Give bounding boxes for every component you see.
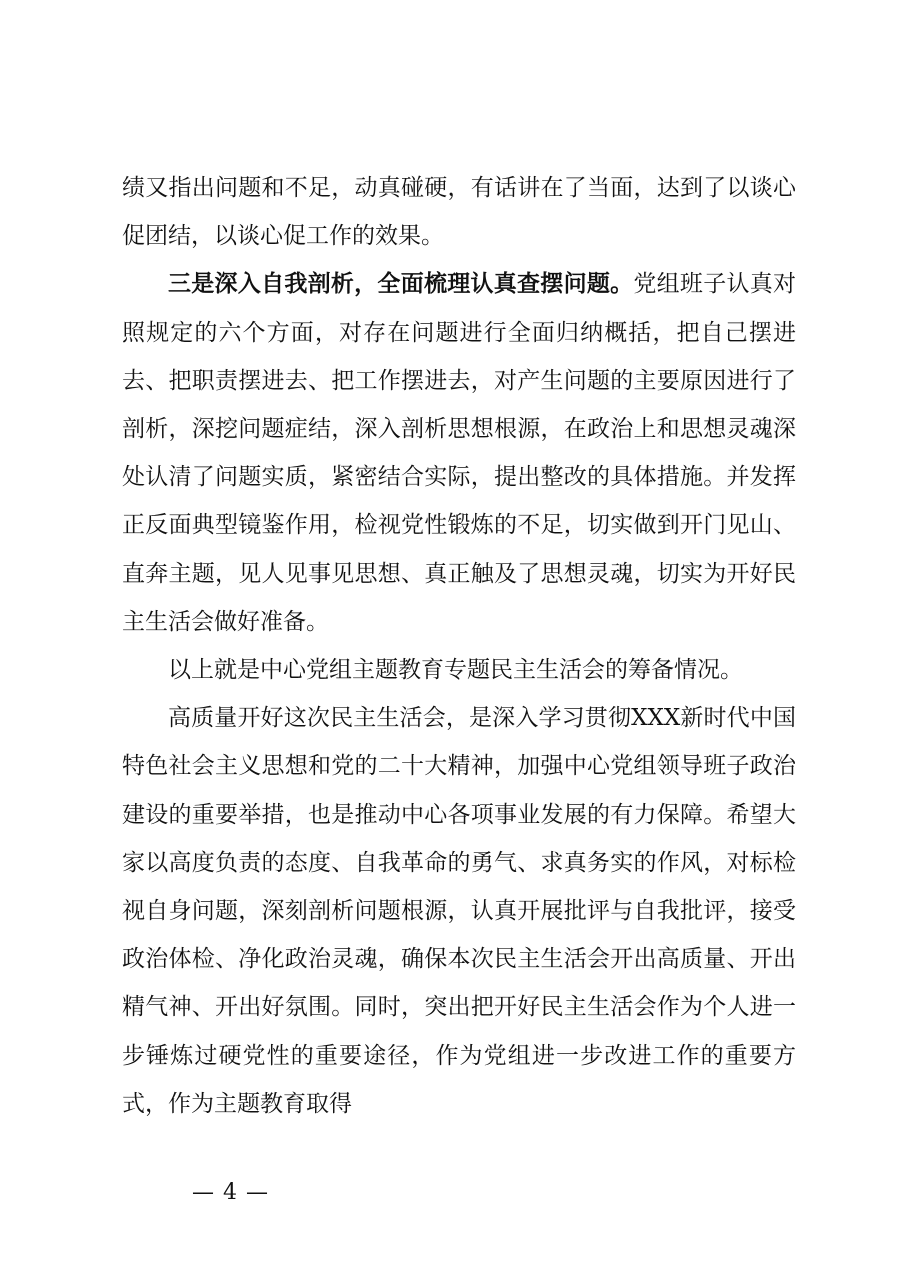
page-number: — 4 — <box>192 1180 269 1205</box>
paragraph-1: 绩又指出问题和不足，动真碰硬，有话讲在了当面，达到了以谈心促团结，以谈心促工作的效果。 <box>122 175 796 250</box>
paragraph-2 <box>122 260 796 646</box>
paragraph-2-body: 党组班子认真对照规定的六个方面，对存在问题进行全面归纳概括，把自己摆进去、把职责摆进去、把工作摆进去，对产生问题的主要原因进行了剖析，深挖问题症结，深入剖析思想根源，在政治上和思想灵魂深处认清了问题实质，紧密结合实际，提出整改的具体措施。并发挥正反面典型镜鉴作用，检视党性锻炼的不足，切实做到开门见山、直奔主题，见人见事见思想、真正触及了思想灵魂，切实为开好民主生活会做好准备。 <box>122 271 797 635</box>
paragraph-4: 高质量开好这次民主生活会，是深入学习贯彻XXX新时代中国特色社会主义思想和党的二十大精神，加强中心党组领导班子政治建设的重要举措，也是推动中心各项事业发展的有力保障。希望大家以高度负责的态度、自我革命的勇气、求真务实的作风，对标检视自身问题，深刻剖析问题根源，认真开展批评与自我批评，接受政治体检、净化政治灵魂，确保本次民主生活会开出高质量、开出精气神、开出好氛围。同时，突出把开好民主生活会作为个人进一步锤炼过硬党性的重要途径，作为党组进一步改进工作的重要方式，作为主题教育取得 <box>122 705 796 1117</box>
paragraph-3: 以上就是中心党组主题教育专题民主生活会的筹备情况。 <box>168 657 743 684</box>
paragraph-2-heading: 三是深入自我剖析，全面梳理认真查摆问题。 <box>168 270 634 298</box>
document-body <box>122 164 796 1128</box>
